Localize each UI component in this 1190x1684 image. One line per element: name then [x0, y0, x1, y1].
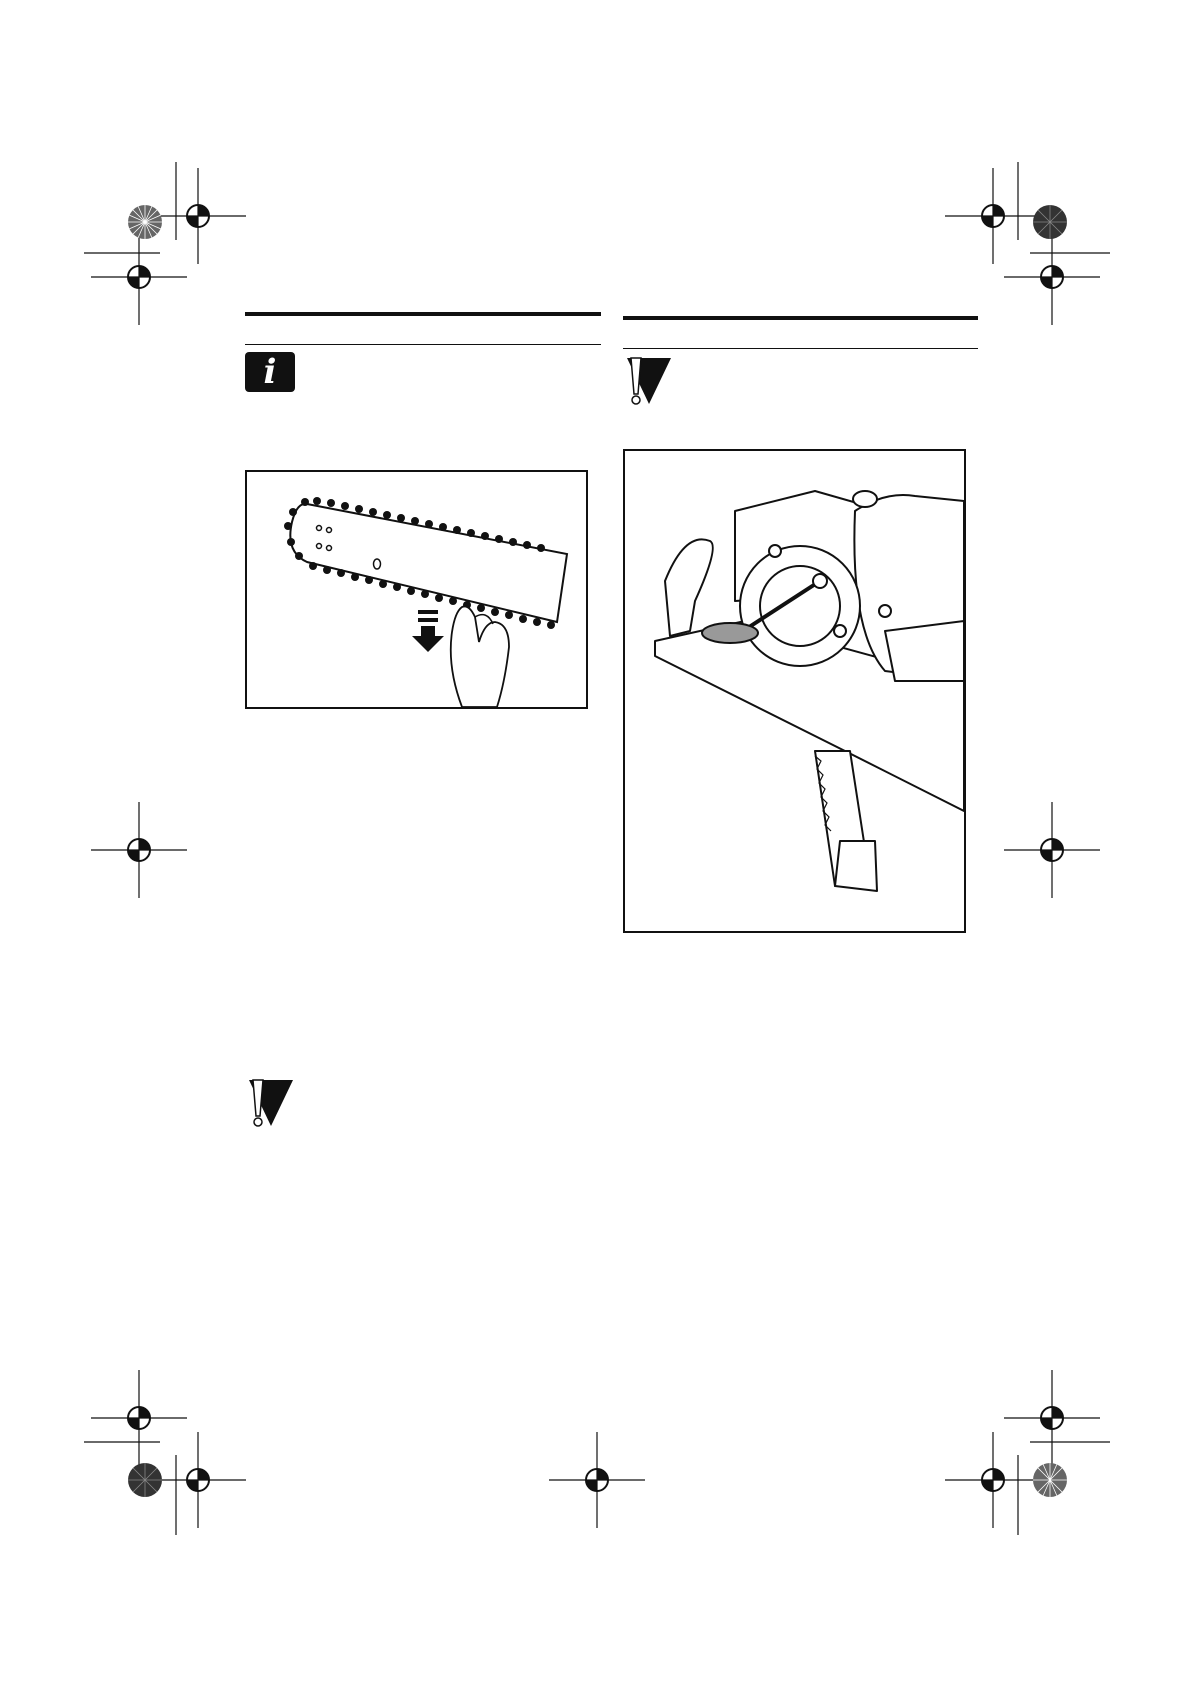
section-rule-left: [245, 312, 601, 316]
subsection-rule-right: [623, 348, 978, 349]
info-icon: i: [245, 352, 295, 392]
color-target-icon: [1030, 1460, 1070, 1500]
warning-icon: [621, 356, 673, 408]
registration-mark-icon: [1004, 802, 1100, 898]
chain-bar-illustration: [245, 470, 588, 709]
color-target-icon: [125, 1460, 165, 1500]
subsection-rule-left: [245, 344, 601, 345]
warning-icon: [243, 1078, 295, 1130]
registration-mark-icon: [945, 1432, 1041, 1528]
registration-mark-icon: [1004, 229, 1100, 325]
grinder-adjustment-illustration: [623, 449, 966, 933]
registration-mark-icon: [91, 229, 187, 325]
section-rule-right: [623, 316, 978, 320]
color-target-icon: [125, 202, 165, 242]
color-target-icon: [1030, 202, 1070, 242]
registration-mark-icon: [91, 802, 187, 898]
registration-mark-icon: [549, 1432, 645, 1528]
